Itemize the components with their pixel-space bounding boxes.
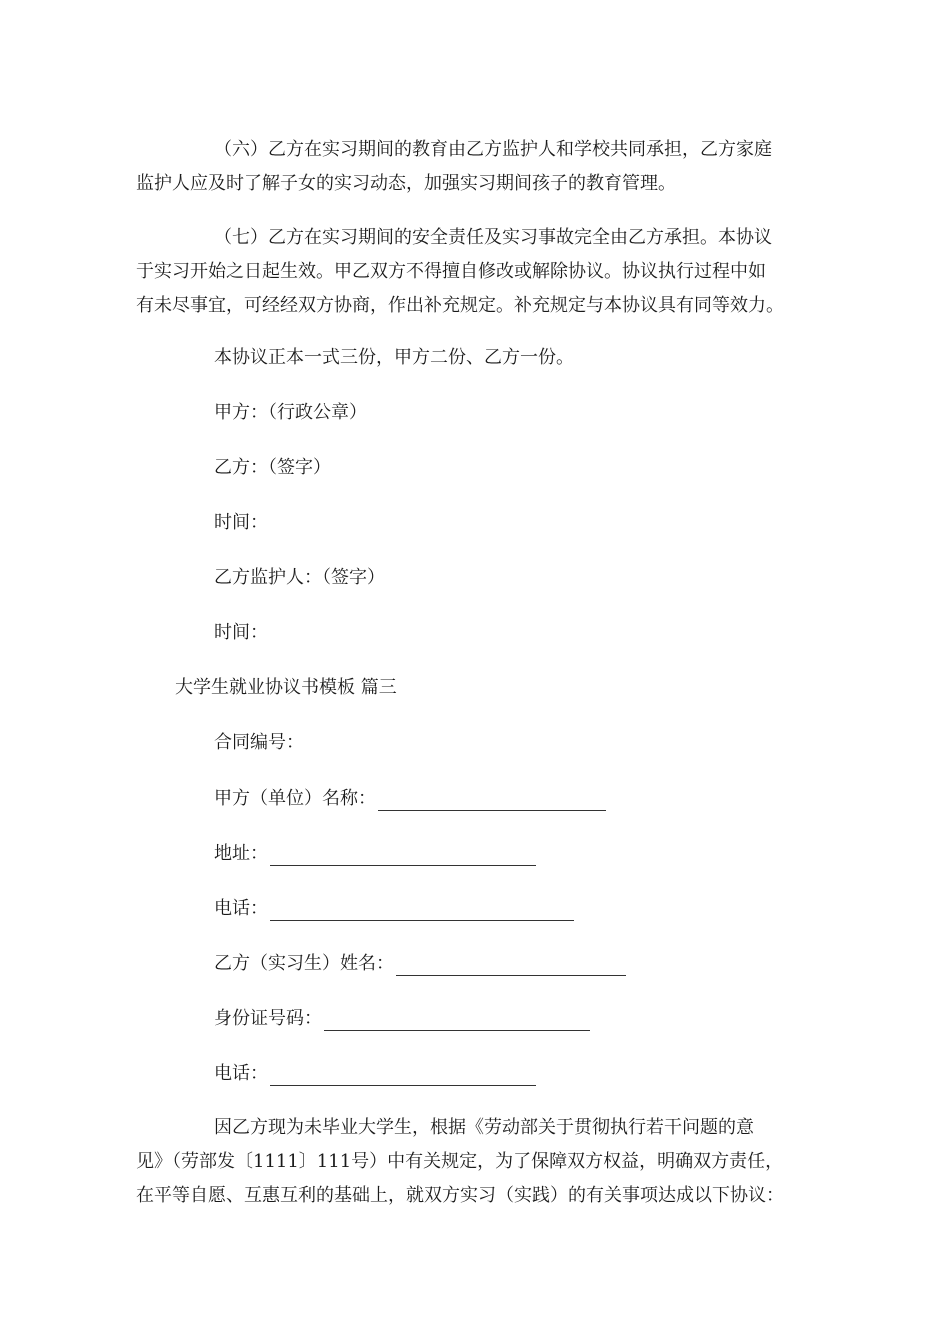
copies-statement: 本协议正本一式三份，甲方二份、乙方一份。: [214, 347, 574, 368]
clause-seven-line-2: 于实习开始之日起生效。甲乙双方不得擅自修改或解除协议。协议执行过程中如: [136, 261, 766, 282]
preamble-line-3: 在平等自愿、互惠互利的基础上，就双方实习（实践）的有关事项达成以下协议：: [136, 1185, 784, 1206]
phone-row-1: [214, 897, 574, 921]
id-number-blank[interactable]: [324, 1012, 590, 1031]
phone-blank-1[interactable]: [270, 902, 574, 921]
party-a-name-label: 甲方（单位）名称：: [214, 788, 376, 809]
preamble-line-2: 见》（劳部发〔1111〕111号）中有关规定，为了保障双方权益，明确双方责任，: [136, 1151, 784, 1172]
id-number-row: [214, 1007, 590, 1031]
section-title: 大学生就业协议书模板 篇三: [175, 677, 397, 698]
address-blank[interactable]: [270, 847, 536, 866]
party-a-name-row: [214, 787, 606, 811]
clause-seven-line-1: （七）乙方在实习期间的安全责任及实习事故完全由乙方承担。本协议: [214, 227, 772, 248]
phone-row-2: [214, 1062, 536, 1086]
intern-name-label: 乙方（实习生）姓名：: [214, 953, 394, 974]
address-label: 地址：: [214, 843, 268, 864]
id-number-label: 身份证号码：: [214, 1008, 322, 1029]
clause-six-line-1: （六）乙方在实习期间的教育由乙方监护人和学校共同承担，乙方家庭: [214, 139, 772, 160]
intern-name-blank[interactable]: [396, 957, 626, 976]
contract-number-label: 合同编号：: [214, 732, 304, 753]
preamble-line-1: 因乙方现为未毕业大学生，根据《劳动部关于贯彻执行若干问题的意: [214, 1117, 754, 1138]
time-label-1: 时间：: [214, 512, 268, 533]
phone-blank-2[interactable]: [270, 1067, 536, 1086]
address-row: [214, 842, 536, 866]
time-label-2: 时间：: [214, 622, 268, 643]
clause-seven-line-3: 有未尽事宜，可经经双方协商，作出补充规定。补充规定与本协议具有同等效力。: [136, 295, 784, 316]
party-a-seal-label: 甲方：（行政公章）: [214, 402, 367, 423]
phone-label-2: 电话：: [214, 1063, 268, 1084]
clause-six-line-2: 监护人应及时了解子女的实习动态，加强实习期间孩子的教育管理。: [136, 173, 676, 194]
guardian-signature-label: 乙方监护人：（签字）: [214, 567, 385, 588]
intern-name-row: [214, 952, 626, 976]
phone-label-1: 电话：: [214, 898, 268, 919]
party-b-signature-label: 乙方：（签字）: [214, 457, 331, 478]
party-a-name-blank[interactable]: [378, 792, 606, 811]
